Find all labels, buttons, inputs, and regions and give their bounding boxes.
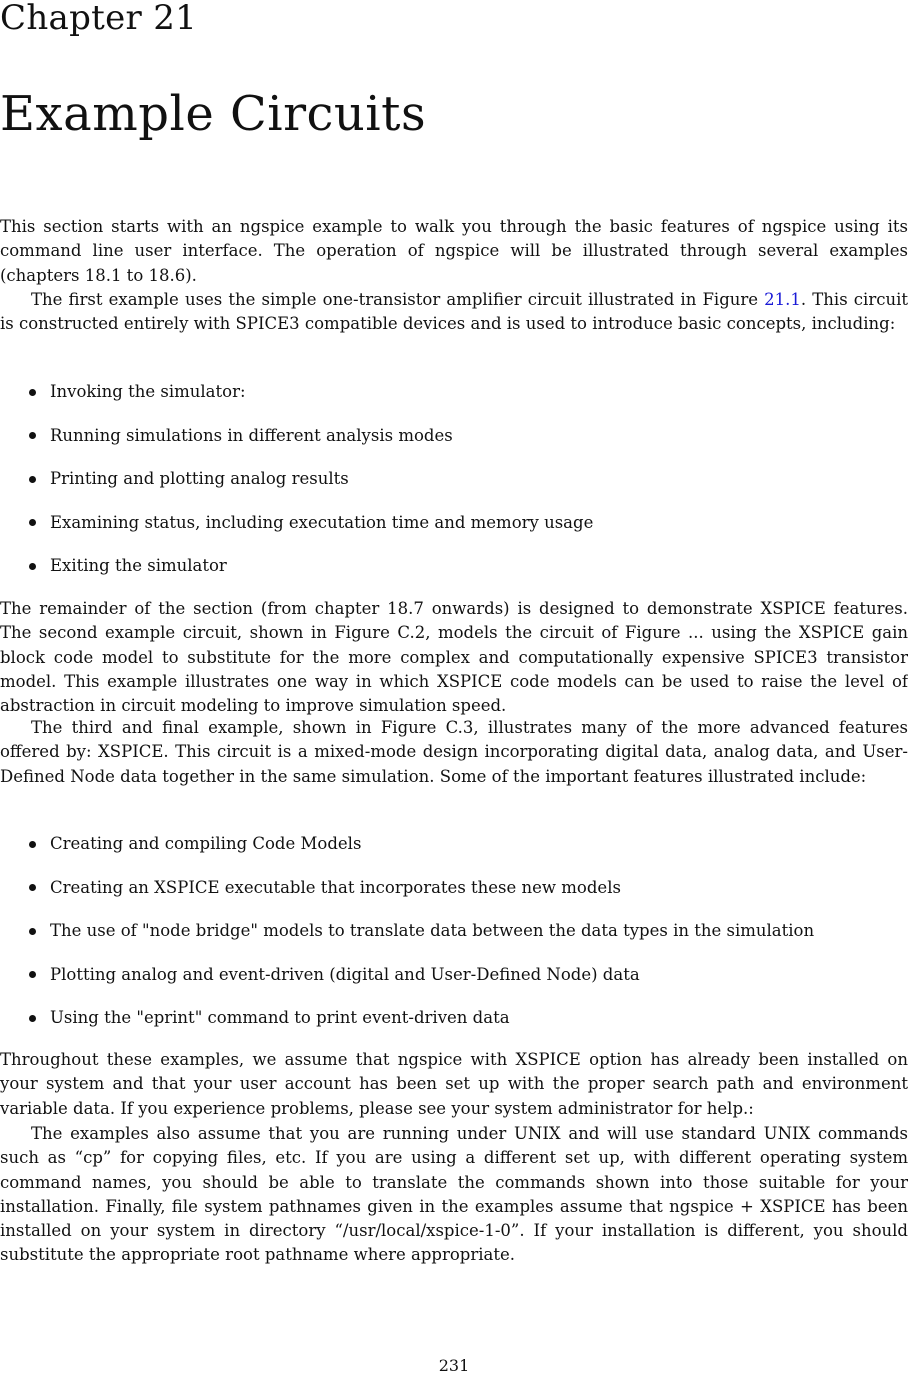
list-item	[0, 554, 908, 598]
chapter-label: Chapter 21	[0, 0, 198, 38]
third-example-paragraph: The third and final example, shown in Figure C.3, illustrates many of the more advanced features offered by: XSPICE. This circuit is a mixed-mode design incorporating digital data, analog data, and User-Defined Node data together in the same simulation. Some of the important features illustrated include:	[0, 718, 908, 786]
paragraph-text: . This circuit is constructed entirely with SPICE3 compatible devices and is used to introduce basic concepts, including:	[0, 290, 908, 334]
list-item	[0, 380, 908, 424]
list-item	[0, 424, 908, 468]
list-item-text: The use of "node bridge" models to translate data between the data types in the simulation	[50, 921, 815, 941]
list-item	[0, 1006, 908, 1050]
list-item-text: Invoking the simulator:	[50, 382, 246, 401]
bullet-icon	[29, 563, 36, 570]
list-item-text: Creating an XSPICE executable that incorporates these new models	[50, 877, 621, 897]
chapter-title: Example Circuits	[0, 86, 427, 142]
features-list	[0, 832, 908, 1050]
unix-paragraph: The examples also assume that you are running under UNIX and will use standard UNIX commands such as “cp” for copying files, etc. If you are using a different set up, with different operating system command names, you should be able to translate the commands shown into those suitable for your installation. Finally, file system pathnames given in the examples assume that ngspice + XSPICE has been installed on your system in directory “/usr/local/xspice-1-0”. If your installation is different, you should substitute the appropriate root pathname where appropriate.	[0, 1124, 908, 1265]
first-example-paragraph	[0, 288, 908, 337]
concepts-list	[0, 380, 908, 598]
xspice-paragraph: The remainder of the section (from chapter 18.7 onwards) is designed to demonstrate XSPICE features. The second example circuit, shown in Figure C.2, models the circuit of Figure ... using the XSPICE gain block code model to substitute for the more complex and computationally expensive SPICE3 transistor model. This example illustrates one way in which XSPICE code models can be used to raise the level of abstraction in circuit modeling to improve simulation speed.	[0, 599, 908, 716]
bullet-icon	[29, 928, 36, 935]
intro-paragraph: This section starts with an ngspice example to walk you through the basic features of ngspice using its command line user interface. The operation of ngspice will be illustrated through several examples (chapters 18.1 to 18.6).	[0, 217, 908, 285]
list-item-text: Examining status, including executation time and memory usage	[50, 512, 594, 532]
bullet-icon	[29, 389, 36, 396]
list-item-text: Using the "eprint" command to print event-driven data	[50, 1008, 510, 1028]
bullet-icon	[29, 519, 36, 526]
list-item-text: Creating and compiling Code Models	[50, 834, 362, 853]
list-item	[0, 963, 908, 1007]
list-item-text: Plotting analog and event-driven (digital and User-Defined Node) data	[50, 964, 640, 984]
list-item	[0, 876, 908, 920]
list-item	[0, 919, 908, 963]
list-item-text: Running simulations in different analysis modes	[50, 425, 453, 445]
list-item	[0, 832, 908, 876]
bullet-icon	[29, 1015, 36, 1022]
list-item-text: Printing and plotting analog results	[50, 469, 349, 489]
bullet-icon	[29, 432, 36, 439]
bullet-icon	[29, 476, 36, 483]
figure-reference-link[interactable]: 21.1	[764, 290, 801, 309]
bullet-icon	[29, 841, 36, 848]
list-item-text: Exiting the simulator	[50, 556, 227, 576]
page-number: 231	[438, 1356, 470, 1375]
bullet-icon	[29, 884, 36, 891]
paragraph-text: The first example uses the simple one-transistor amplifier circuit illustrated in Figure	[31, 290, 765, 309]
bullet-icon	[29, 971, 36, 978]
list-item	[0, 467, 908, 511]
list-item	[0, 511, 908, 555]
assumptions-paragraph: Throughout these examples, we assume that ngspice with XSPICE option has already been installed on your system and that your user account has been set up with the proper search path and environment variable data. If you experience problems, please see your system administrator for help.:	[0, 1050, 908, 1118]
